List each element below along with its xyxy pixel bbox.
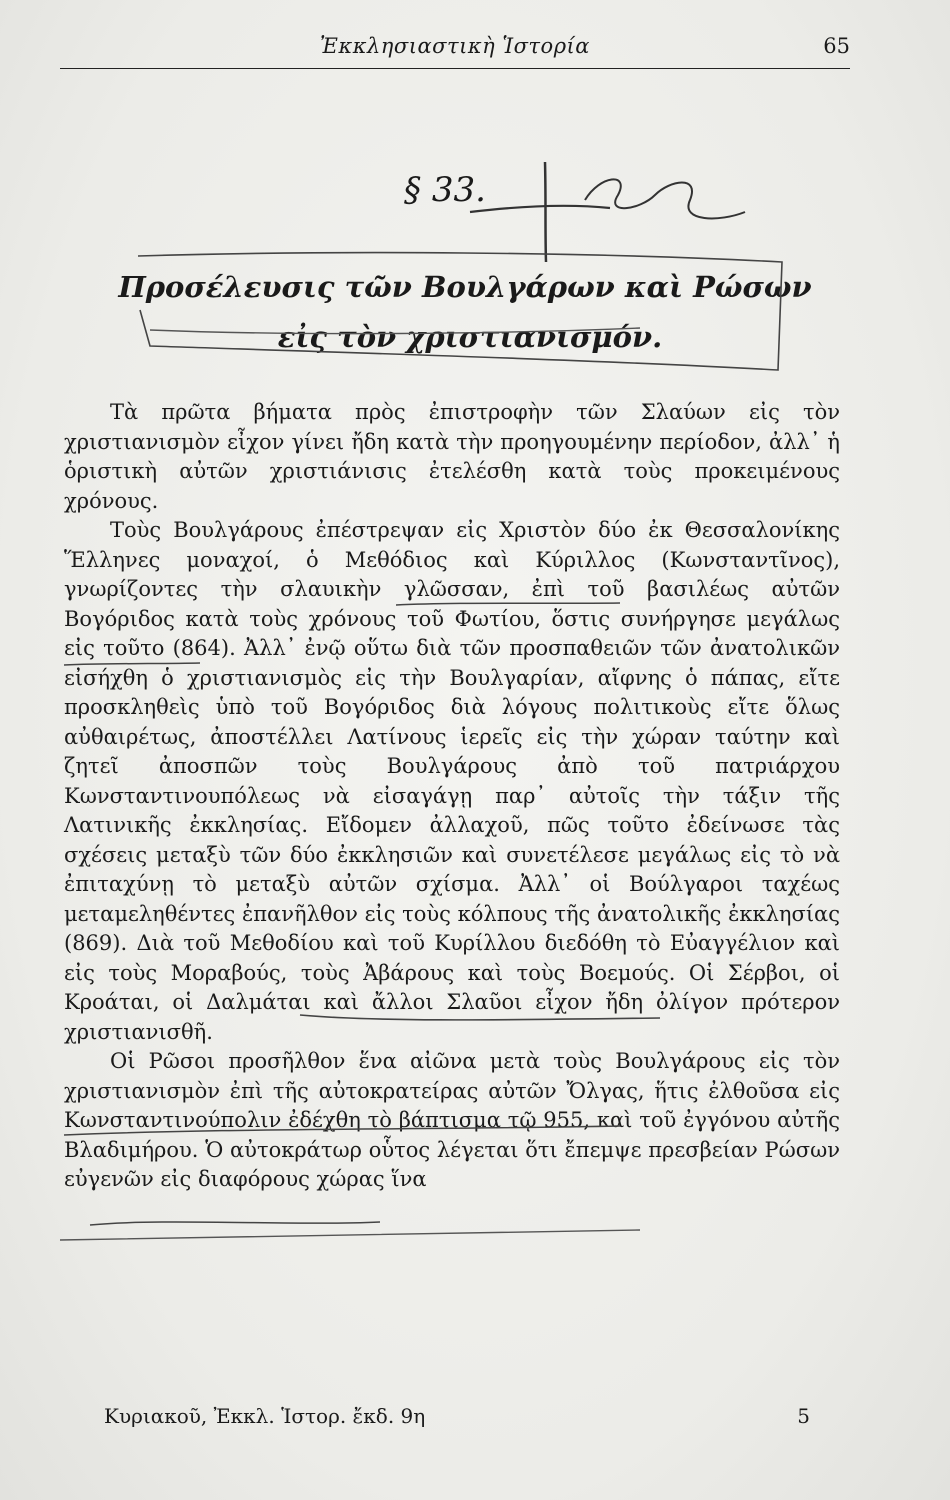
paragraph-2: Τοὺς Βουλγάρους ἐπέστρεψαν εἰς Χριστὸν δύο ἐκ Θεσσαλονίκης Ἕλληνες μοναχοί, ὁ Μεθόδιος καὶ Κύριλλος (Κωνσταντῖνος), γνωρίζοντες τὴν σλαυικὴν γλῶσσαν, ἐπὶ τοῦ βασιλέως αὐτῶν Βογόριδος κατὰ τοὺς χρόνους τοῦ Φωτίου, ὅστις συνήργησε μεγάλως εἰς τοῦτο (864). Ἀλλ᾽ ἐνῷ οὕτω διὰ τῶν προσπαθειῶν τῶν ἀνατολικῶν εἰσήχθη ὁ χριστιανισμὸς εἰς τὴν Βουλγαρίαν, αἴφνης ὁ πάπας, εἴτε προσκληθεὶς ὑπὸ τοῦ Βογόριδος διὰ λόγους πολιτικοὺς εἴτε ὅλως αὐθαιρέτως, ἀποστέλλει Λατίνους ἱερεῖς εἰς τὴν χώραν ταύτην καὶ ζητεῖ ἀποσπῶν τοὺς Βουλγάρους ἀπὸ τοῦ πατριάρχου Κωνσταντινουπόλεως νὰ εἰσαγάγῃ παρ᾽ αὐτοῖς τὴν τάξιν τῆς Λατινικῆς ἐκκλησίας. Εἴδομεν ἀλλαχοῦ, πῶς τοῦτο ἐδείνωσε τὰς σχέσεις μεταξὺ τῶν δύο ἐκκλησιῶν καὶ συνετέλεσε μεγάλως εἰς τὸ νὰ ἐπιταχύνῃ τὸ μεταξὺ αὐτῶν σχίσμα. Ἀλλ᾽ οἱ Βούλγαροι ταχέως μεταμεληθέντες ἐπανῆλθον εἰς τοὺς κόλπους τῆς ἀνατολικῆς ἐκκλησίας (869). Διὰ τοῦ Μεθοδίου καὶ τοῦ Κυρίλλου διεδόθη τὸ Εὐαγγέλιον καὶ εἰς τοὺς Μοραβούς, τοὺς Ἀβάρους καὶ τοὺς Βοεμούς. Οἱ Σέρβοι, οἱ Κροάται, οἱ Δαλμάται καὶ ἄλλοι Σλαῦοι εἶχον ἤδη ὀλίγον πρότερον χριστιανισθῆ. [64, 518, 840, 1044]
chapter-title [60, 262, 850, 362]
chapter-title-line-2: εἰς τὸν χριστιανισμόν. [277, 320, 663, 354]
printer-signature: Κυριακοῦ, Ἐκκλ. Ἱστορ. ἔκδ. 9η [104, 1404, 426, 1428]
paragraph-1: Τὰ πρῶτα βήματα πρὸς ἐπιστροφὴν τῶν Σλαύων εἰς τὸν χριστιανισμὸν εἶχον γίνει ἤδη κατὰ τὴν προηγουμένην περίοδον, ἀλλ᾽ ἡ ὁριστικὴ αὐτῶν χριστιάνισις ἐτελέσθη κατὰ τοὺς προκειμένους χρόνους. [64, 400, 840, 513]
running-header [60, 34, 850, 69]
underline-christianity [60, 1230, 640, 1240]
chapter-title-line-1: Προσέλευσις τῶν Βουλγάρων καὶ Ρώσων [118, 270, 812, 304]
paragraph-3: Οἱ Ρῶσοι προσῆλθον ἕνα αἰῶνα μετὰ τοὺς Βουλγάρους εἰς τὸν χριστιανισμὸν ἐπὶ τῆς αὐτοκρατείρας αὐτῶν Ὄλγας, ἥτις ἐλθοῦσα εἰς Κωνσταντινούπολιν ἐδέχθη τὸ βάπτισμα τῷ 955, καὶ τοῦ ἐγγόνου αὐτῆς Βλαδιμήρου. Ὁ αὐτοκράτωρ οὗτος λέγεται ὅτι ἔπεμψε πρεσβείαν Ρώσων εὐγενῶν εἰς διαφόρους χώρας ἵνα [64, 1049, 840, 1191]
underline-russians [90, 1222, 380, 1225]
page-number: 65 [823, 34, 850, 58]
body-text [64, 398, 840, 1195]
running-title: Ἐκκλησιαστικὴ Ἱστορία [320, 34, 590, 58]
sheet-number: 5 [797, 1404, 810, 1428]
section-number: § 33. [404, 170, 486, 210]
page-footer [104, 1404, 810, 1428]
